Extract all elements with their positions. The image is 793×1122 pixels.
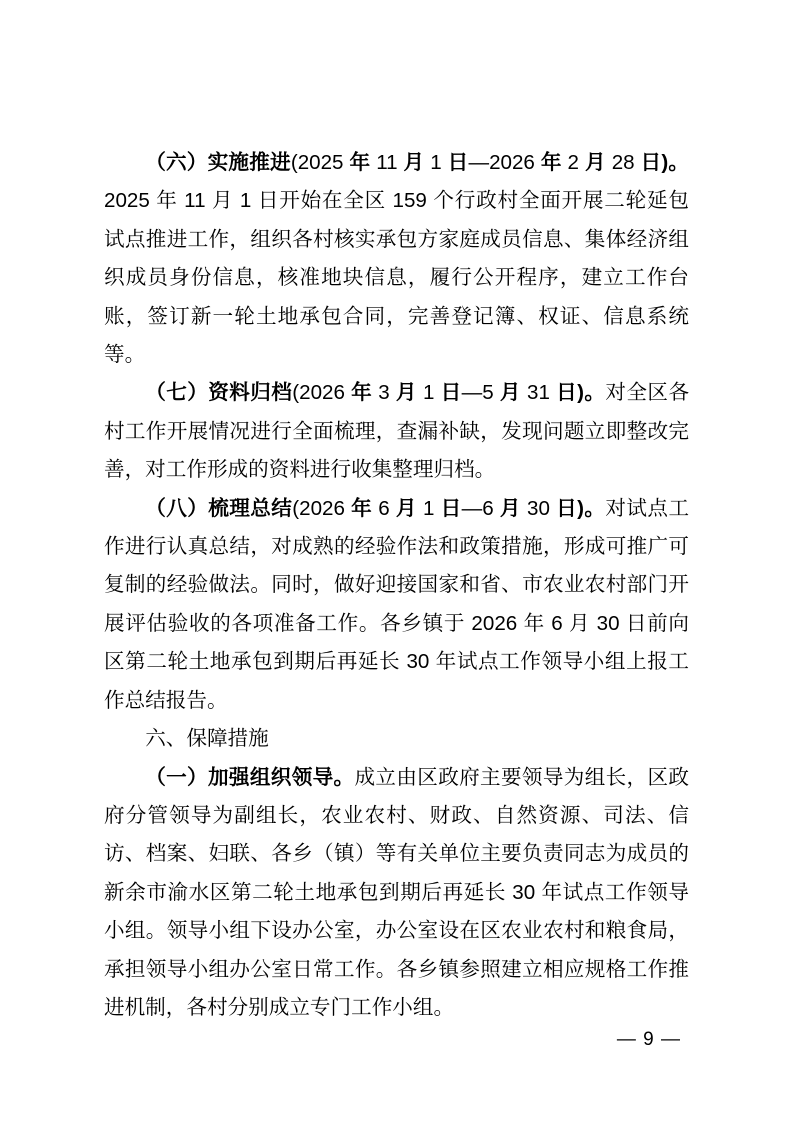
text-run: 11 xyxy=(370,151,404,174)
bold-text-run: 月 xyxy=(395,496,417,520)
page-number: — 9 — xyxy=(616,1029,681,1050)
text-run: (2026 xyxy=(292,496,352,520)
bold-text-run: 月 xyxy=(395,381,417,405)
text-run: 28 xyxy=(605,151,641,174)
text-run: 3 xyxy=(372,381,396,405)
text-run: 成立由区政府主要领导为组长，区政府分管领导为副组长，农业农村、财政、自然资源、司法、信访、档案、妇联、各乡（镇）等有关单位主要负责同志为成员的新余市渝水区第二轮土地承包到期后再延长 30 年试点工作领导小组。领导小组下设办公室，办公室设在区农业农村和粮食局，承担领导小组办公室日常工作。各乡镇参照建立相应规格工作推进机制，各村分别成立专门工作小组。 xyxy=(104,765,690,1019)
bold-text-run: 日 xyxy=(440,496,462,520)
bold-text-run: （八）梳理总结 xyxy=(145,496,293,520)
text-run: 六、保障措施 xyxy=(145,727,269,751)
bold-text-run: （七）资料归档 xyxy=(145,381,293,405)
text-run: 1 xyxy=(416,496,441,520)
bold-text-run: 年 xyxy=(540,151,562,174)
text-run: 2 xyxy=(561,151,585,174)
text-run: 1 xyxy=(424,151,448,174)
bold-text-run: 年 xyxy=(351,496,373,520)
text-run: 30 xyxy=(520,496,557,520)
bold-text-run: 月 xyxy=(584,151,606,174)
bold-text-run: )。 xyxy=(577,496,606,520)
bold-text-run: 日 xyxy=(556,381,578,405)
text-run: 2025 年 11 月 1 日开始在全区 159 个行政村全面开展二轮延包试点推进工作，组织各村核实承包方家庭成员信息、集体经济组织成员身份信息，核准地块信息，履行公开程序，建立工作台账，签订新一轮土地承包合同，完善登记簿、权证、信息系统等。 xyxy=(104,189,689,367)
text-run: 1 xyxy=(416,381,441,405)
bold-text-run: 月 xyxy=(499,496,521,520)
text-run: 31 xyxy=(520,381,557,405)
bold-text-run: )。 xyxy=(577,381,606,405)
bold-text-run: 日 xyxy=(640,151,662,174)
text-run: 6 xyxy=(372,496,396,520)
text-run: —2026 xyxy=(468,151,541,174)
bold-text-run: （一）加强组织领导。 xyxy=(145,765,355,789)
section-8-summary xyxy=(104,490,689,720)
heading-safeguard-measures xyxy=(104,720,689,758)
bold-text-run: 月 xyxy=(499,381,521,405)
text-run: —6 xyxy=(461,496,500,520)
bold-text-run: 年 xyxy=(351,381,373,405)
document-body xyxy=(104,144,689,1027)
bold-text-run: 月 xyxy=(403,151,425,174)
text-run: 对试点工作进行认真总结，对成熟的经验作法和政策措施，形成可推广可复制的经验做法。同时，做好迎接国家和省、市农业农村部门开展评估验收的各项准备工作。各乡镇于 2026 年 6 月 30 日前向区第二轮土地承包到期后再延长 30 年试点工作领导小组上报工作总结报告。 xyxy=(104,496,690,712)
text-run: (2025 xyxy=(290,151,350,174)
bold-text-run: 日 xyxy=(556,496,578,520)
bold-text-run: 日 xyxy=(447,151,469,174)
bold-text-run: 日 xyxy=(440,381,462,405)
section-6-implementation xyxy=(104,144,689,374)
section-1-strengthen-leadership xyxy=(104,759,689,1028)
bold-text-run: 年 xyxy=(349,151,371,174)
bold-text-run: )。 xyxy=(661,151,690,174)
bold-text-run: （六）实施推进 xyxy=(145,151,291,174)
section-7-archiving xyxy=(104,374,689,489)
text-run: 对全区各村工作开展情况进行全面梳理，查漏补缺，发现问题立即整改完善，对工作形成的资料进行收集整理归档。 xyxy=(104,381,690,482)
text-run: (2026 xyxy=(292,381,352,405)
text-run: —5 xyxy=(461,381,500,405)
